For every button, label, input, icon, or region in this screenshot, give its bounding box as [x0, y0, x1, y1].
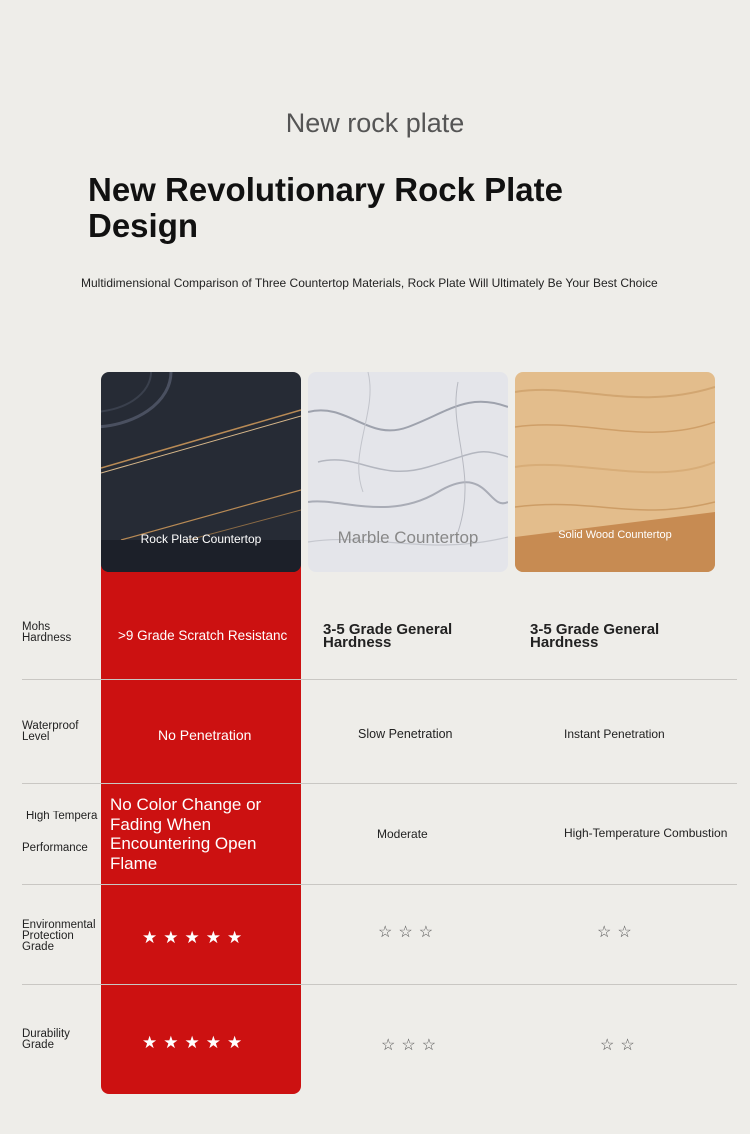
star-outline-icon: ☆	[418, 924, 434, 941]
star-outline-icon: ☆	[398, 924, 413, 941]
rock-env-stars	[142, 929, 242, 946]
star-outline-icon: ☆	[381, 1037, 396, 1054]
row-label-waterproof-level: Waterproof Level	[22, 720, 79, 743]
row-divider	[22, 679, 737, 680]
star-filled-icon: ★	[227, 928, 243, 947]
row-label-mohs-hardness: Mohs Hardness	[22, 621, 72, 644]
page-title	[88, 172, 608, 244]
solid-wood-texture	[515, 372, 715, 572]
row-divider	[22, 984, 737, 985]
star-filled-icon: ★	[142, 928, 158, 947]
star-outline-icon: ☆	[620, 1037, 635, 1054]
marble-mohs-value: 3-5 Grade General Hardness	[323, 621, 453, 651]
star-filled-icon: ★	[184, 1033, 200, 1052]
row-label-environmental-protection: Environmental Protection Grade	[22, 919, 96, 953]
row-label-performance: Performance	[22, 842, 88, 854]
marble-high-temp-value: Moderate	[377, 827, 428, 841]
star-outline-icon: ☆	[378, 924, 393, 941]
star-filled-icon: ★	[205, 928, 221, 947]
row-label-high-temperature: High Tempera	[26, 811, 98, 822]
star-filled-icon: ★	[163, 1033, 179, 1052]
wood-mohs-value: 3-5 Grade General Hardness	[530, 621, 660, 651]
star-outline-icon: ☆	[597, 924, 612, 941]
star-filled-icon: ★	[142, 1033, 158, 1052]
star-outline-icon: ☆	[600, 1037, 615, 1054]
star-outline-icon: ☆	[401, 1037, 416, 1054]
solid-wood-card	[515, 372, 715, 572]
star-outline-icon: ☆	[617, 924, 632, 941]
rock-plate-label: Rock Plate Countertop	[140, 532, 262, 546]
star-filled-icon: ★	[205, 1033, 221, 1052]
title-line-1: New Revolutionary Rock Plate	[88, 171, 563, 208]
wood-durability-stars	[600, 1038, 635, 1054]
solid-wood-label: Solid Wood Countertop	[558, 529, 672, 541]
section-eyebrow: New rock plate	[285, 108, 465, 138]
row-divider	[22, 884, 737, 885]
wood-env-stars	[597, 925, 632, 941]
star-outline-icon: ☆	[421, 1037, 437, 1054]
rock-high-temp-value: No Color Change or Fading When Encountering Open Flame	[110, 795, 262, 873]
marble-label: Marble Countertop	[337, 528, 479, 547]
rock-plate-card	[101, 372, 301, 572]
title-line-2: Design	[88, 207, 199, 244]
star-filled-icon: ★	[163, 928, 179, 947]
star-filled-icon: ★	[184, 928, 200, 947]
wood-waterproof-value: Instant Penetration	[564, 727, 665, 741]
page-subtitle: Multidimensional Comparison of Three Countertop Materials, Rock Plate Will Ultimately Be Your Best Choice	[81, 276, 658, 290]
marble-waterproof-value: Slow Penetration	[358, 727, 453, 741]
rock-durability-stars	[142, 1034, 242, 1051]
wood-high-temp-value: High-Temperature Combustion	[564, 826, 728, 840]
marble-durability-stars	[381, 1038, 436, 1054]
star-filled-icon: ★	[227, 1033, 243, 1052]
row-divider	[22, 783, 737, 784]
row-label-durability: Durability Grade	[22, 1028, 70, 1051]
marble-env-stars	[378, 925, 433, 941]
rock-mohs-value: >9 Grade Scratch Resistanc	[118, 628, 288, 643]
rock-waterproof-value: No Penetration	[158, 727, 252, 743]
marble-card	[308, 372, 508, 572]
